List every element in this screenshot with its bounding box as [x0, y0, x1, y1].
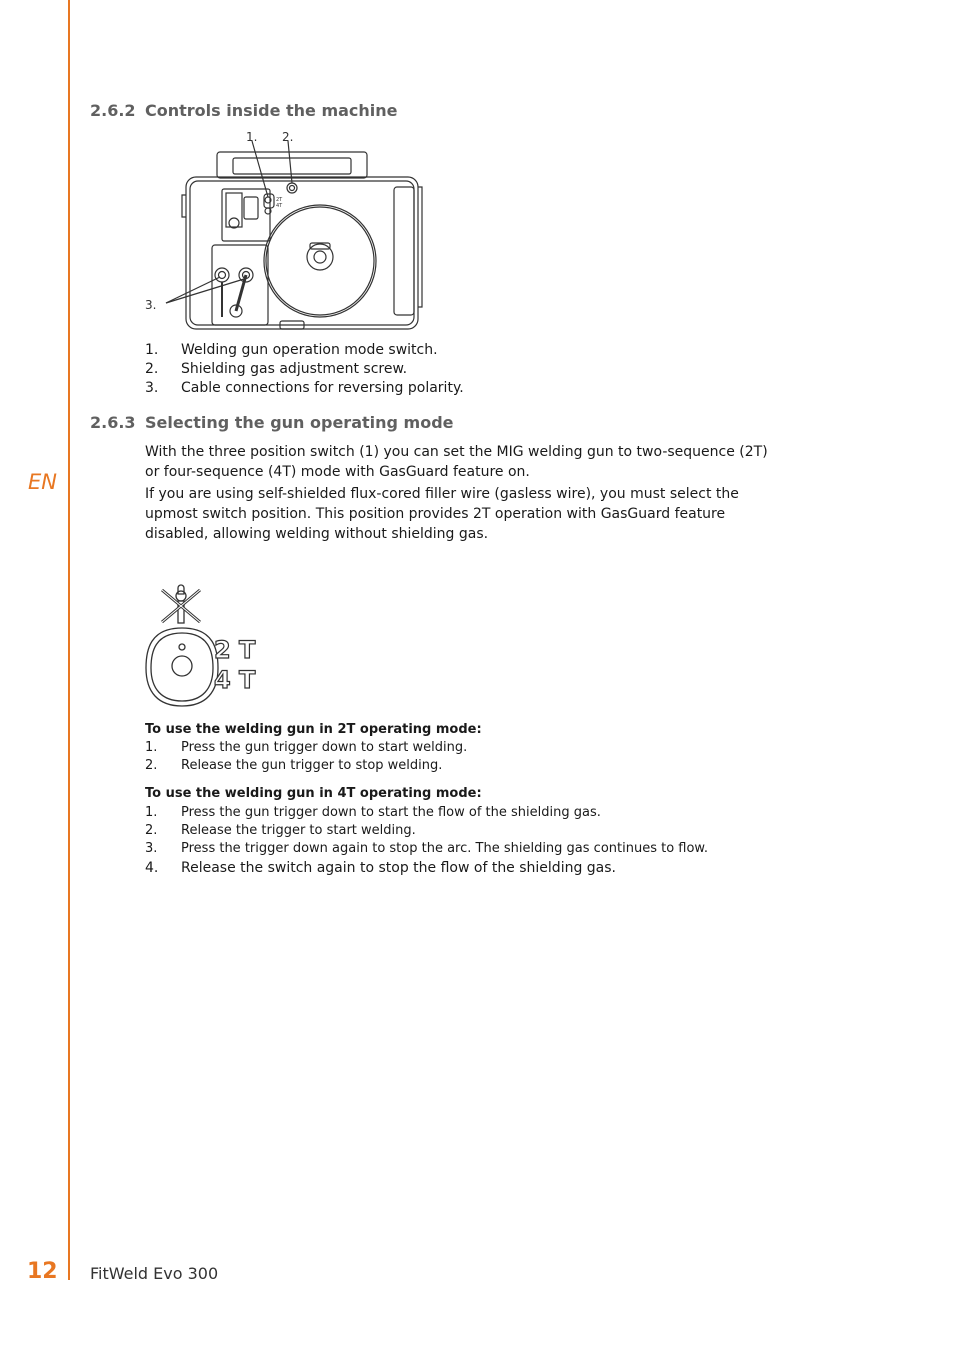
list-item	[145, 739, 467, 757]
heading-4t-mode: To use the welding gun in 4T operating mode:	[145, 786, 482, 801]
item-number: 1.	[145, 740, 158, 755]
item-text: Cable connections for reversing polarity.	[181, 380, 464, 396]
section-heading-controls	[90, 101, 398, 120]
controls-list	[145, 341, 464, 398]
language-tag: EN	[28, 470, 57, 494]
item-number: 1.	[145, 805, 158, 820]
list-item	[145, 822, 708, 840]
switch-label-2t: 2 T	[214, 636, 256, 664]
item-text: Release the trigger to start welding.	[181, 823, 416, 838]
section-title: Selecting the gun operating mode	[145, 413, 454, 432]
item-text: Press the gun trigger down to start the flow of the shielding gas.	[181, 805, 601, 820]
panel-label-2t: 2T	[276, 197, 283, 203]
callout-3: 3.	[145, 298, 157, 312]
item-text: Shielding gas adjustment screw.	[181, 361, 408, 377]
list-item	[145, 360, 464, 379]
list-item	[145, 757, 467, 775]
list-item	[145, 341, 464, 360]
margin-rule	[68, 0, 70, 1280]
item-text: Release the switch again to stop the flow of the shielding gas.	[181, 860, 617, 876]
section-title: Controls inside the machine	[145, 101, 398, 120]
section-number: 2.6.3	[90, 413, 136, 432]
item-number: 2.	[145, 758, 158, 773]
footer-product-name: FitWeld Evo 300	[90, 1264, 219, 1283]
item-text: Press the gun trigger down to start welding.	[181, 740, 468, 755]
item-text: Press the trigger down again to stop the arc. The shielding gas continues to flow.	[181, 841, 709, 856]
item-text: Release the gun trigger to stop welding.	[181, 758, 443, 773]
page-number: 12	[27, 1259, 58, 1284]
paragraph-gasless-wire: If you are using self-shielded flux-cored filler wire (gasless wire), you must select the upmost switch position. This position provides 2T operation with GasGuard feature disabled, allowing welding without shielding gas.	[145, 486, 739, 542]
paragraph-switch-intro: With the three position switch (1) you can set the MIG welding gun to two-sequence (2T) or four-sequence (4T) mode with GasGuard feature on.	[145, 444, 768, 480]
switch-label-4t: 4 T	[214, 666, 256, 694]
callout-2: 2.	[282, 130, 294, 144]
item-number: 1.	[145, 342, 159, 358]
list-2t-steps	[145, 739, 467, 775]
section-heading-operating-mode	[90, 413, 454, 432]
item-text: Welding gun operation mode switch.	[181, 342, 438, 358]
callout-1: 1.	[246, 130, 258, 144]
machine-illustration	[140, 125, 440, 335]
item-number: 3.	[145, 841, 158, 856]
list-item	[145, 379, 464, 398]
item-number: 3.	[145, 380, 159, 396]
mode-switch-diagram	[142, 572, 262, 712]
list-4t-steps	[145, 804, 708, 878]
list-item	[145, 858, 708, 878]
section-number: 2.6.2	[90, 101, 136, 120]
panel-label-4t: 4T	[276, 203, 283, 209]
item-number: 2.	[145, 823, 158, 838]
item-number: 4.	[145, 860, 159, 876]
heading-2t-mode: To use the welding gun in 2T operating mode:	[145, 722, 482, 737]
list-item	[145, 804, 708, 822]
item-number: 2.	[145, 361, 159, 377]
list-item	[145, 840, 708, 858]
